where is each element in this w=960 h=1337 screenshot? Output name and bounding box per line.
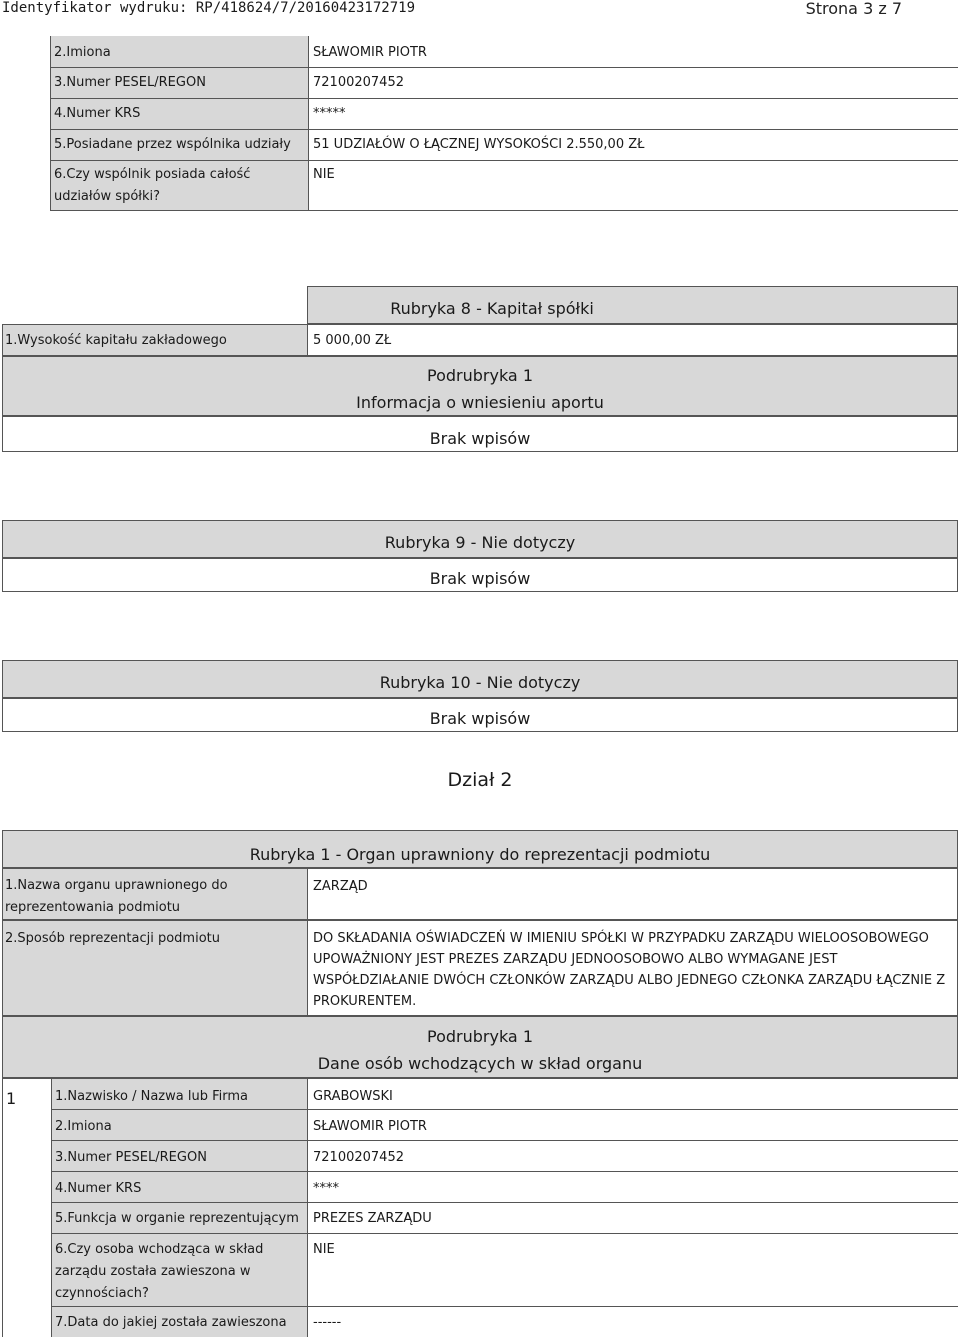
sposob-line-2: UPOWAŻNIONY JEST PREZES ZARZĄDU JEDNOOSOBOWO ALBO WYMAGANE JEST [313, 952, 838, 967]
member-value-data: ------ [313, 1315, 342, 1330]
member-label-nazwisko: 1.Nazwisko / Nazwa lub Firma [55, 1089, 248, 1104]
rubryka-8-title: Rubryka 8 - Kapitał spółki [390, 299, 594, 318]
rubryka-10-title: Rubryka 10 - Nie dotyczy [379, 673, 581, 692]
member-value-nazwisko: GRABOWSKI [313, 1089, 393, 1104]
podrubryka-1-empty: Brak wpisów [429, 429, 531, 448]
member-value-krs: **** [313, 1181, 339, 1196]
organ-value: ZARZĄD [313, 879, 368, 894]
partner-label-krs: 4.Numer KRS [54, 106, 141, 121]
member-label-zawieszona-3: czynnościach? [55, 1286, 149, 1301]
sposob-line-4: PROKURENTEM. [313, 994, 417, 1009]
podrubryka-1-subtitle: Informacja o wniesieniu aportu [356, 393, 604, 412]
organ-value-cell [307, 868, 958, 920]
dzial-2-title: Dział 2 [447, 769, 513, 791]
member-label-zawieszona-1: 6.Czy osoba wchodząca w skład [55, 1242, 264, 1257]
member-label-pesel: 3.Numer PESEL/REGON [55, 1150, 207, 1165]
sposob-label: 2.Sposób reprezentacji podmiotu [5, 931, 220, 946]
partner-value-imiona: SŁAWOMIR PIOTR [313, 45, 427, 60]
kapital-label: 1.Wysokość kapitału zakładowego [5, 333, 227, 348]
partner-label-pesel: 3.Numer PESEL/REGON [54, 75, 206, 90]
page-number: Strona 3 z 7 [805, 0, 902, 18]
partner-label-udzialy: 5.Posiadane przez wspólnika udziały [54, 137, 291, 152]
partner-value-calosc: NIE [313, 167, 335, 182]
member-value-zawieszona: NIE [313, 1242, 335, 1257]
organ-label: 1.Nazwa organu uprawnionego do [5, 878, 228, 893]
rubryka-10-empty: Brak wpisów [429, 709, 531, 728]
partner-value-pesel: 72100207452 [313, 75, 404, 90]
rubryka-9-title: Rubryka 9 - Nie dotyczy [384, 533, 576, 552]
rubryka-9-empty: Brak wpisów [429, 569, 531, 588]
member-value-imiona: SŁAWOMIR PIOTR [313, 1119, 427, 1134]
member-value-funkcja: PREZES ZARZĄDU [313, 1211, 432, 1226]
podrubryka-organ-subtitle: Dane osób wchodzących w skład organu [317, 1054, 643, 1073]
organ-label-2: reprezentowania podmiotu [5, 900, 181, 915]
kapital-value: 5 000,00 ZŁ [313, 333, 392, 348]
partner-value-krs: ***** [313, 106, 346, 121]
member-label-data: 7.Data do jakiej została zawieszona [55, 1315, 287, 1330]
podrubryka-organ-title: Podrubryka 1 [427, 1027, 533, 1046]
rubryka-1-title: Rubryka 1 - Organ uprawniony do reprezentacji podmiotu [249, 845, 711, 864]
podrubryka-1-title: Podrubryka 1 [427, 366, 533, 385]
member-index: 1 [6, 1089, 17, 1108]
member-label-funkcja: 5.Funkcja w organie reprezentującym [55, 1211, 299, 1226]
partner-label-calosc-2: udziałów spółki? [54, 189, 161, 204]
member-label-zawieszona-2: zarządu została zawieszona w [55, 1264, 251, 1279]
partner-label-imiona: 2.Imiona [54, 45, 111, 60]
sposob-line-1: DO SKŁADANIA OŚWIADCZEŃ W IMIENIU SPÓŁKI W PRZYPADKU ZARZĄDU WIELOOSOBOWEGO [313, 931, 929, 946]
print-identifier: Identyfikator wydruku: RP/418624/7/20160423172719 [2, 0, 416, 16]
partner-label-calosc: 6.Czy wspólnik posiada całość [54, 167, 251, 182]
member-value-pesel: 72100207452 [313, 1150, 404, 1165]
member-label-krs: 4.Numer KRS [55, 1181, 142, 1196]
sposob-line-3: WSPÓŁDZIAŁANIE DWÓCH CZŁONKÓW ZARZĄDU ALBO JEDNEGO CZŁONKA ZARZĄDU ŁĄCZNIE Z [313, 973, 946, 988]
member-label-imiona: 2.Imiona [55, 1119, 112, 1134]
rubryka-8-value-cell [307, 324, 958, 356]
print-header [0, 0, 960, 20]
partner-value-udzialy: 51 UDZIAŁÓW O ŁĄCZNEJ WYSOKOŚCI 2.550,00 ZŁ [313, 137, 645, 152]
